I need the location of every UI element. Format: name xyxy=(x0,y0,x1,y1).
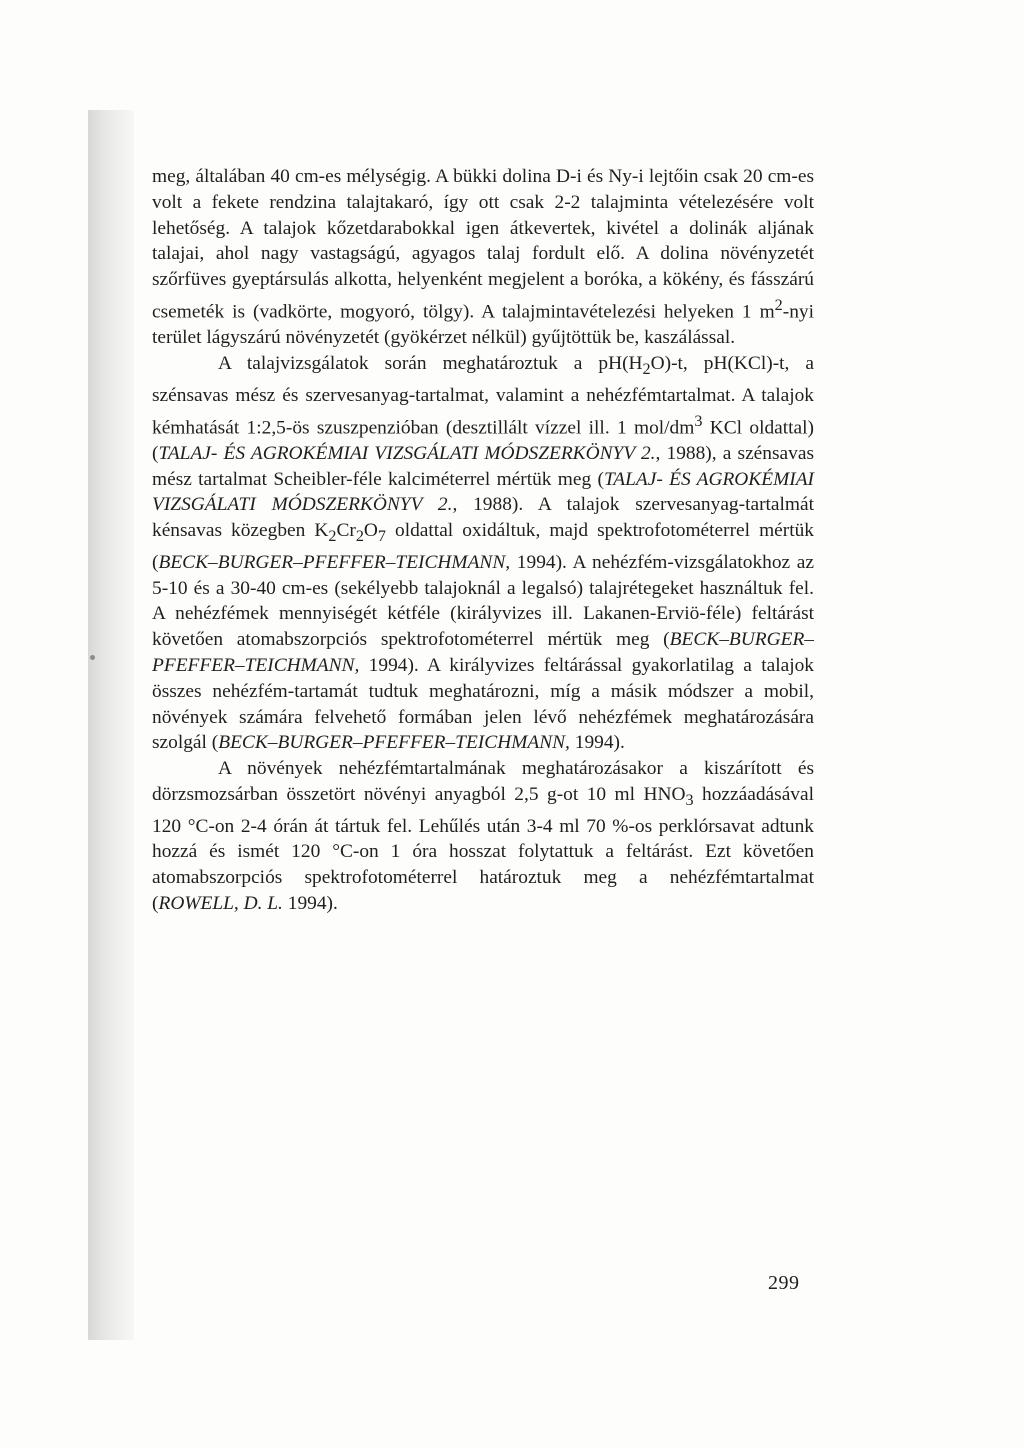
scan-speck xyxy=(90,655,95,660)
scan-edge-shadow xyxy=(88,110,134,1340)
body-text xyxy=(152,164,814,917)
paragraph-3: A növények nehézfémtartalmának meghatározásakor a kiszárított és dörzsmozsárban összetört növényi anyagból 2,5 g-ot 10 ml $HNO_3$ hozzáadásával 120 °C-on 2-4 órán át tártuk fel. Lehűlés után 3-4 ml 70 %-os perklórsavat adtunk hozzá és ismét 120 °C-on 1 óra hosszat folytattuk a feltárást. Ezt követően atomabszorpciós spektrofotométerrel határoztuk meg a nehézfémtartalmat (ROWELL, D. L. 1994). xyxy=(152,758,814,915)
paragraph-1: meg, általában 40 cm-es mélységig. A bükki dolina D-i és Ny-i lejtőin csak 20 cm-es volt a fekete rendzina talajtakaró, így ott csak 2-2 talajminta vételezésére volt lehetőség. A talajok kőzetdarabokkal igen átkevertek, kivétel a dolinák aljának talajai, ahol nagy vastagságú, agyagos talaj fordult elő. A dolina növényzetét szőrfüves gyeptársulás alkotta, helyenként megjelent a boróka, a kökény, és fásszárú csemeték is (vadkörte, mogyoró, tölgy). A talajmintavételezési helyeken 1 $m^2$-nyi terület lágyszárú növényzetét (gyökérzet nélkül) gyűjtöttük be, kaszálással. xyxy=(152,166,814,349)
paragraph-2: A talajvizsgálatok során meghatároztuk a $pH(H_2O)-t$, pH(KCl)-t, a szénsavas mész és szervesanyag-tartalmat, valamint a nehézfémtartalmat. A talajok kémhatását 1:2,5-ös szuszpenzióban (desztillált vízzel ill. 1 mol/$dm^3$ KCl oldattal) (TALAJ- ÉS AGROKÉMIAI VIZSGÁLATI MÓDSZERKÖNYV 2., 1988), a szénsavas mész tartalmat Scheibler-féle kalciméterrel mértük meg (TALAJ- ÉS AGROKÉMIAI VIZSGÁLATI MÓDSZERKÖNYV 2., 1988). A talajok szervesanyag-tartalmát kénsavas közegben $K_2Cr_2O_7$ oldattal oxidáltuk, majd spektrofotométerrel mértük (BECK–BURGER–PFEFFER–TEICHMANN, 1994). A nehézfém-vizsgálatokhoz az 5-10 és a 30-40 cm-es (sekélyebb talajoknál a legalsó) talajrétegeket használtuk fel. A nehézfémek mennyiségét kétféle (királyvizes ill. Lakanen-Erviö-féle) feltárást követően atomabszorpciós spektrofotométerrel mértük meg (BECK–BURGER–PFEFFER–TEICHMANN, 1994). A királyvizes feltárással gyakorlatilag a talajok összes nehézfém-tartamát tudtuk meghatározni, míg a másik módszer a mobil, növények számára felvehető formában jelen lévő nehézfémek meghatározására szolgál (BECK–BURGER–PFEFFER–TEICHMANN, 1994). xyxy=(152,353,814,754)
page-number: 299 xyxy=(768,1272,800,1294)
